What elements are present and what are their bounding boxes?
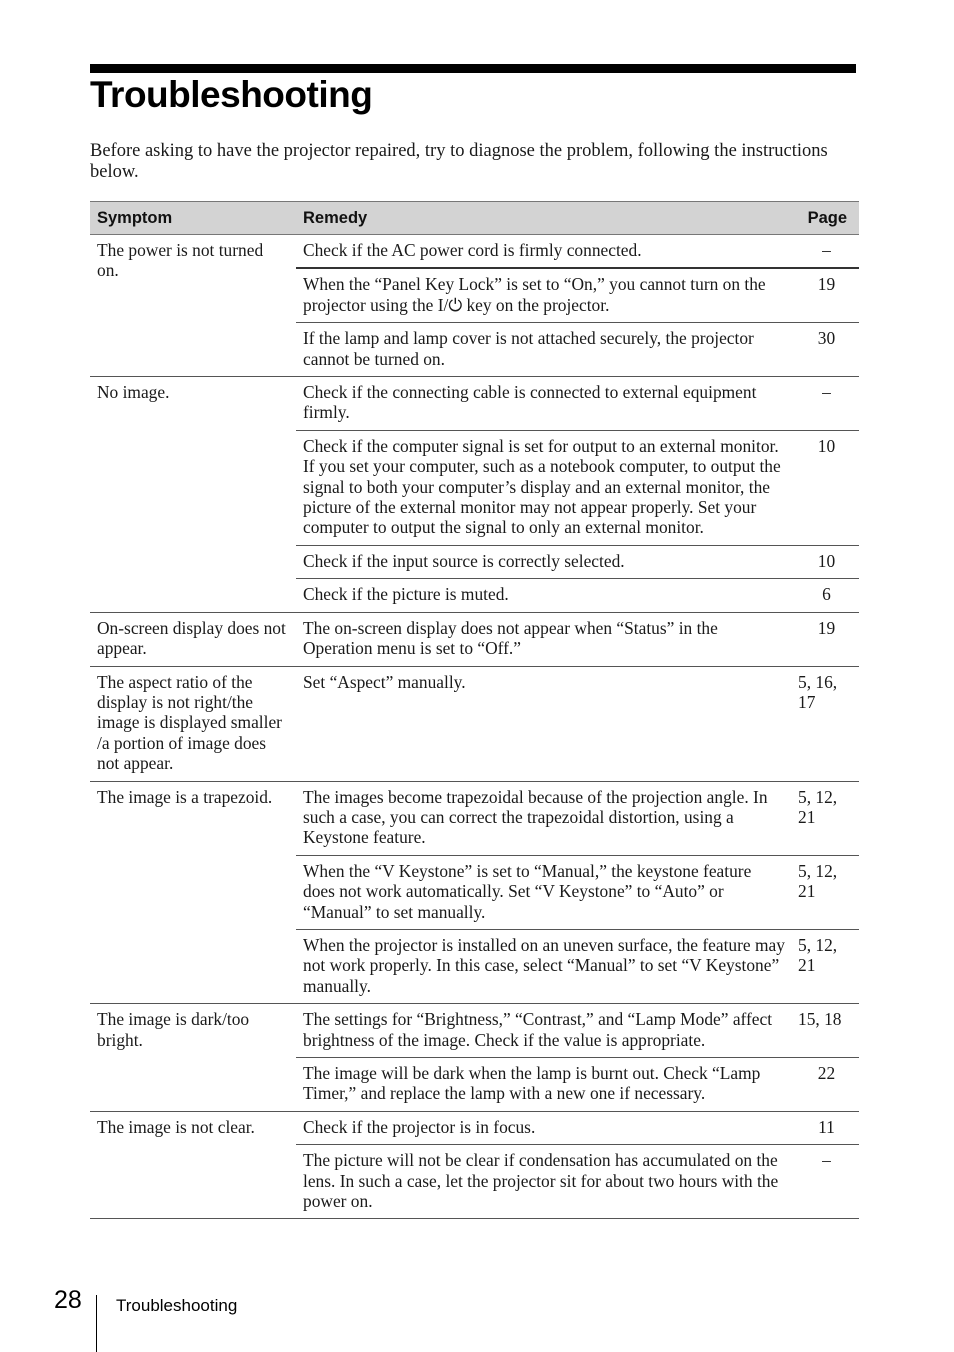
page-ref-cell: 5, 12, 21	[794, 929, 859, 1003]
page-ref-cell: 6	[794, 579, 859, 612]
table-row	[90, 1004, 859, 1058]
remedy-cell: The picture will not be clear if condensation has accumulated on the lens. In such a case, let the projector sit for about two hours with the power on.	[296, 1145, 794, 1219]
table-row	[90, 612, 859, 666]
table-row	[90, 781, 859, 855]
symptom-cell: The image is a trapezoid.	[90, 781, 296, 1004]
remedy-cell: The images become trapezoidal because of the projection angle. In such a case, you can correct the trapezoidal distortion, using a Keystone feature.	[296, 781, 794, 855]
page-ref-cell: 19	[794, 612, 859, 666]
page-ref-cell: 11	[794, 1111, 859, 1144]
remedy-cell: When the “Panel Key Lock” is set to “On,” you cannot turn on the projector using the I/⏻ key on the projector.	[296, 268, 794, 322]
remedy-cell: The on-screen display does not appear when “Status” in the Operation menu is set to “Off.”	[296, 612, 794, 666]
remedy-cell: Check if the connecting cable is connected to external equipment firmly.	[296, 377, 794, 431]
symptom-cell: The aspect ratio of the display is not right/the image is displayed smaller /a portion of image does not appear.	[90, 666, 296, 781]
page-ref-cell: 5, 16, 17	[794, 666, 859, 781]
remedy-cell: Check if the computer signal is set for output to an external monitor. If you set your computer, such as a notebook computer, to output the signal to both your computer’s display and an external monitor, the picture of the external monitor may not appear properly. Set your computer to output the signal to only an external monitor.	[296, 430, 794, 545]
symptom-header: Symptom	[90, 202, 296, 235]
symptom-cell: The power is not turned on.	[90, 235, 296, 377]
troubleshooting-table	[90, 201, 859, 1219]
table-row	[90, 377, 859, 431]
table-row	[90, 235, 859, 269]
remedy-cell: When the “V Keystone” is set to “Manual,” the keystone feature does not work automatically. Set “V Keystone” to “Auto” or “Manual” to set manually.	[296, 855, 794, 929]
page-ref-cell: 19	[794, 268, 859, 322]
remedy-cell: If the lamp and lamp cover is not attached securely, the projector cannot be turned on.	[296, 323, 794, 377]
page-number: 28	[54, 1286, 82, 1314]
title-rule	[90, 64, 856, 73]
page-ref-cell: –	[794, 377, 859, 431]
symptom-cell: The image is dark/too bright.	[90, 1004, 296, 1112]
page-ref-cell: 10	[794, 430, 859, 545]
table-row	[90, 666, 859, 781]
symptom-cell: The image is not clear.	[90, 1111, 296, 1219]
symptom-cell: On-screen display does not appear.	[90, 612, 296, 666]
remedy-cell: Check if the input source is correctly selected.	[296, 545, 794, 578]
table-body	[90, 235, 859, 1219]
page-header: Page	[794, 202, 859, 235]
remedy-cell: Set “Aspect” manually.	[296, 666, 794, 781]
intro-paragraph: Before asking to have the projector repaired, try to diagnose the problem, following the instructions below.	[90, 141, 828, 182]
footer-section-label: Troubleshooting	[116, 1296, 238, 1315]
page-title: Troubleshooting	[90, 74, 373, 115]
page-ref-cell: –	[794, 1145, 859, 1219]
remedy-cell: Check if the picture is muted.	[296, 579, 794, 612]
page-ref-cell: 30	[794, 323, 859, 377]
remedy-cell: Check if the AC power cord is firmly connected.	[296, 235, 794, 269]
page-ref-cell: 5, 12, 21	[794, 781, 859, 855]
footer-rule	[96, 1295, 97, 1352]
table-header-row	[90, 202, 859, 235]
table-row	[90, 1111, 859, 1144]
page-ref-cell: 10	[794, 545, 859, 578]
remedy-cell: Check if the projector is in focus.	[296, 1111, 794, 1144]
page-ref-cell: –	[794, 235, 859, 269]
remedy-cell: The image will be dark when the lamp is burnt out. Check “Lamp Timer,” and replace the lamp with a new one if necessary.	[296, 1058, 794, 1112]
page-ref-cell: 15, 18	[794, 1004, 859, 1058]
remedy-header: Remedy	[296, 202, 794, 235]
symptom-cell: No image.	[90, 377, 296, 613]
remedy-cell: The settings for “Brightness,” “Contrast,” and “Lamp Mode” affect brightness of the image. Check if the value is appropriate.	[296, 1004, 794, 1058]
page-ref-cell: 5, 12, 21	[794, 855, 859, 929]
page-ref-cell: 22	[794, 1058, 859, 1112]
remedy-cell: When the projector is installed on an uneven surface, the feature may not work properly. In this case, select “Manual” to set “V Keystone” manually.	[296, 929, 794, 1003]
